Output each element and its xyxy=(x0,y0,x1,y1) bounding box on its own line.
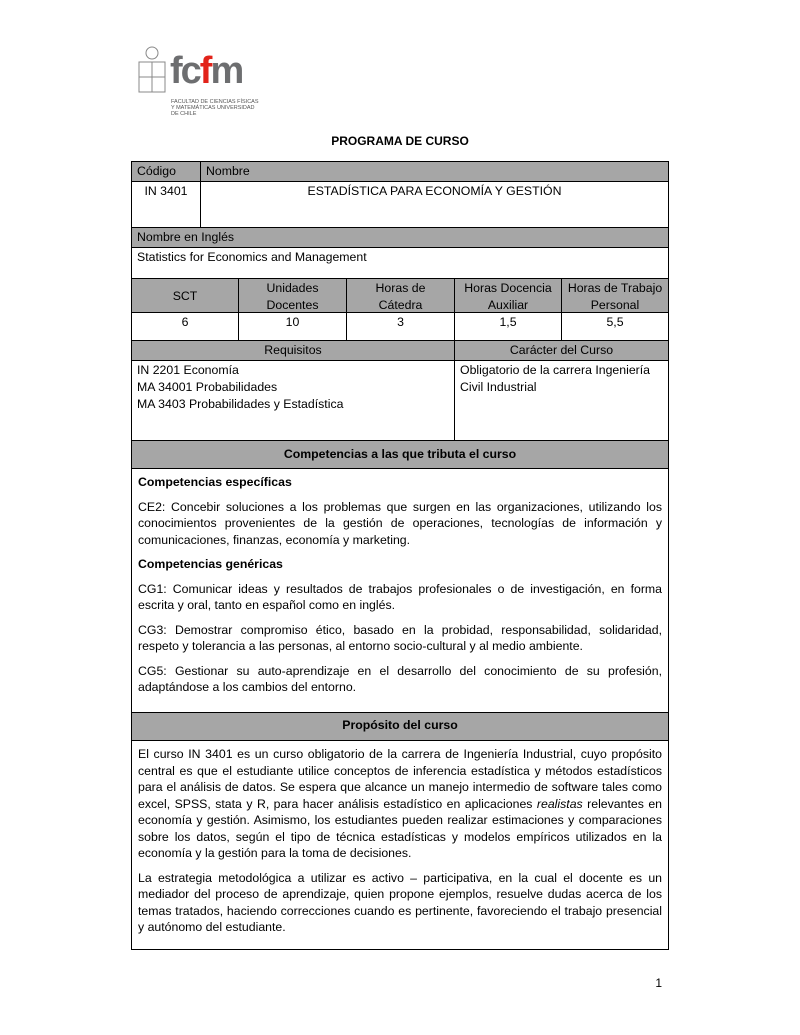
personal-label: Horas de Trabajo Personal xyxy=(567,281,663,312)
page-number: 1 xyxy=(655,976,662,990)
auxiliar-value: 1,5 xyxy=(455,313,562,340)
competencia-cg5: CG5: Gestionar su auto-aprendizaje en el desarrollo del conocimiento de su profesión, adaptándose a los cambios del entorno. xyxy=(138,663,662,694)
english-name: Statistics for Economics and Management xyxy=(137,250,367,264)
course-code: IN 3401 xyxy=(132,182,201,227)
catedra-label: Horas de Cátedra xyxy=(347,279,455,312)
requisito-item: IN 2201 Economía xyxy=(137,363,239,377)
genericas-label: Competencias genéricas xyxy=(138,557,283,571)
codigo-label: Código xyxy=(132,162,201,181)
logo-subtitle: FACULTAD DE CIENCIAS FÍSICAS Y MATEMÁTICAS UNIVERSIDAD DE CHILE xyxy=(171,99,259,117)
especificas-label: Competencias específicas xyxy=(138,475,292,489)
proposito-paragraph-1: El curso IN 3401 es un curso obligatorio de la carrera de Ingeniería Industrial, cuyo propósito central es que el estudiante utilice conceptos de inferencia estadística y métodos estadísticos para el análisis de datos. Se espera que alcance un manejo intermedio de software tales como excel, SPSS, stata y R, para hacer análisis estadístico en aplicaciones realistas relevantes en economía y gestión. Asimismo, los estudiantes pueden realizar estimaciones y comparaciones sobre los datos, según el tipo de técnica estadísticas y modelos empíricos utilizados en la economía y la gestión para la toma de decisiones. xyxy=(138,747,662,860)
competencia-cg1: CG1: Comunicar ideas y resultados de trabajos profesionales o de investigación, en forma escrita y oral, tanto en español como en inglés. xyxy=(138,581,662,612)
proposito-header: Propósito del curso xyxy=(342,718,458,732)
auxiliar-label: Horas Docencia Auxiliar xyxy=(455,279,562,312)
unidades-value: 10 xyxy=(239,313,347,340)
requisito-item: MA 34001 Probabilidades xyxy=(137,380,278,394)
proposito-paragraph-2: La estrategia metodológica a utilizar es activo – participativa, en la cual el docente es un mediador del proceso de aprendizaje, quien propone ejemplos, resuelve dudas acerca de los temas tratados, haciendo correcciones cuando es pertinente, favoreciendo el trabajo presencial y autónomo del estudiante. xyxy=(138,870,662,934)
fcfm-logo xyxy=(136,44,259,118)
catedra-value: 3 xyxy=(347,313,455,340)
page-title: PROGRAMA DE CURSO xyxy=(331,134,469,148)
sct-value: 6 xyxy=(132,313,239,340)
university-seal-icon xyxy=(136,44,168,96)
competencias-header: Competencias a las que tributa el curso xyxy=(283,447,517,461)
sct-label: SCT xyxy=(132,279,239,312)
logo-wordmark: fcfm xyxy=(170,50,243,92)
unidades-label: Unidades Docentes xyxy=(239,279,347,312)
personal-value: 5,5 xyxy=(606,315,624,329)
course-table xyxy=(131,161,669,950)
competencia-cg3: CG3: Demostrar compromiso ético, basado en la probidad, responsabilidad, solidaridad, respeto y tolerancia a las personas, al entorno socio-cultural y al medio ambiente. xyxy=(138,622,662,653)
requisito-item: MA 3403 Probabilidades y Estadística xyxy=(137,397,344,411)
caracter-label: Carácter del Curso xyxy=(509,343,614,357)
requisitos-label: Requisitos xyxy=(132,341,455,360)
caracter-value: Obligatorio de la carrera Ingeniería Civil Industrial xyxy=(460,363,651,394)
requisitos-list xyxy=(132,361,455,440)
english-name-label: Nombre en Inglés xyxy=(137,230,235,244)
nombre-label: Nombre xyxy=(206,164,250,178)
course-name: ESTADÍSTICA PARA ECONOMÍA Y GESTIÓN xyxy=(307,184,562,198)
competencia-ce2: CE2: Concebir soluciones a los problemas que surgen en las organizaciones, utilizando los conocimientos provenientes de la gestión de operaciones, tecnologías de información y comunicaciones, finanzas, economía y marketing. xyxy=(138,499,662,547)
